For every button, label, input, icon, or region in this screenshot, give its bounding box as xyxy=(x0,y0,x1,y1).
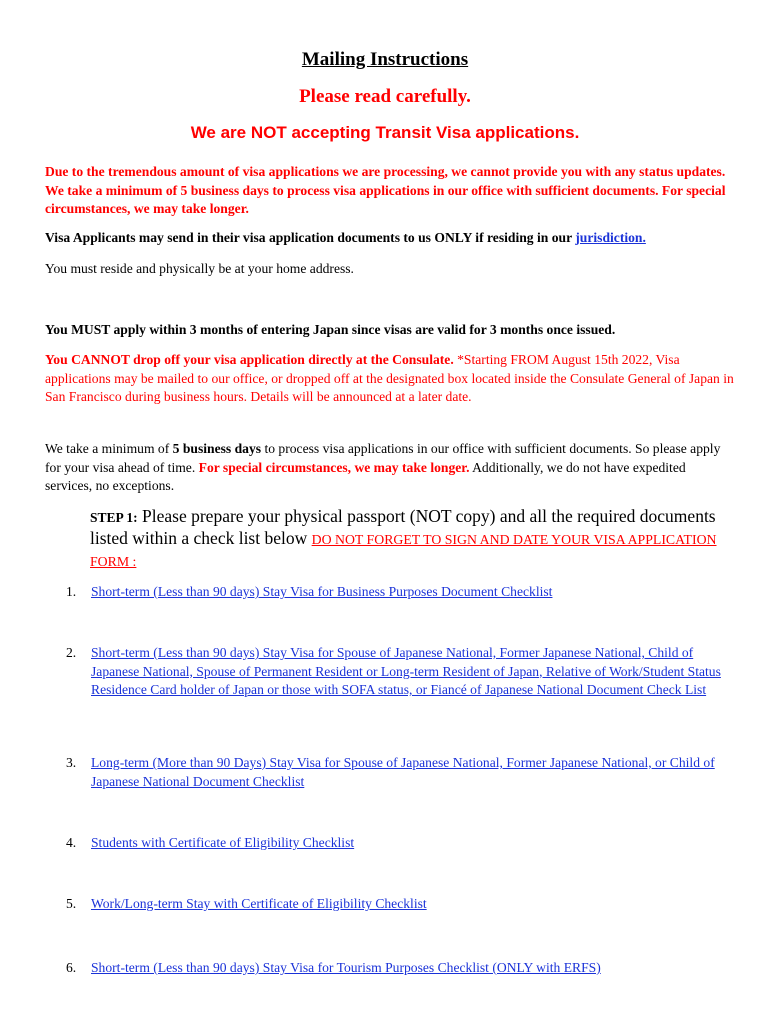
transit-visa-notice: We are NOT accepting Transit Visa applications. xyxy=(190,123,580,142)
checklist-link-students[interactable]: Students with Certificate of Eligibility Checklist xyxy=(91,835,355,850)
apply-within-paragraph: You MUST apply within 3 months of entering Japan since visas are valid for 3 months once issued. xyxy=(45,322,616,337)
checklist-item-6 xyxy=(66,959,730,978)
checklist-link-business[interactable]: Short-term (Less than 90 days) Stay Visa for Business Purposes Document Checklist xyxy=(91,584,553,599)
checklist-number: 6. xyxy=(66,960,77,975)
dropoff-bold-text: You CANNOT drop off your visa application directly at the Consulate. xyxy=(45,352,454,367)
processing-text-3: Additionally, we do not have expedited services, no exceptions. xyxy=(45,459,686,493)
dropoff-details-text: *Starting FROM August 15th 2022, Visa applications may be mailed to our office, or dropped off at the designated box located inside the Consulate General of Japan in San Francisco during business hours. Details will be announced at a later date. xyxy=(45,352,734,404)
checklist-link-spouse-short-term[interactable]: Short-term (Less than 90 days) Stay Visa for Spouse of Japanese National, Former Japanese National, Child of Japanese National, Spouse of Permanent Resident or Long-term Resident of Japan, Relative of Work/Student Status Residence Card holder of Japan or those with SOFA status, or Fiancé of Japanese National Document Check List xyxy=(91,645,721,697)
processing-paragraph xyxy=(45,440,735,496)
checklist-link-spouse-long-term[interactable]: Long-term (More than 90 Days) Stay Visa for Spouse of Japanese National, Former Japanese National, or Child of Japanese National Document Checklist xyxy=(91,755,715,789)
checklist-link-tourism[interactable]: Short-term (Less than 90 days) Stay Visa for Tourism Purposes Checklist (ONLY with ERFS) xyxy=(91,960,601,975)
checklist-item-5 xyxy=(66,895,730,914)
sign-date-warning: DO NOT FORGET TO SIGN AND DATE YOUR VISA APPLICATION FORM : xyxy=(90,532,717,569)
processing-text-2: to process visa applications in our office with sufficient documents. So please apply for your visa ahead of time. xyxy=(45,441,721,475)
status-updates-notice: Due to the tremendous amount of visa applications we are processing, we cannot provide you with any status updates. We take a minimum of 5 business days to process visa applications in our office with sufficient documents. For special circumstances, we may take longer. xyxy=(45,164,726,216)
checklist-item-1 xyxy=(66,583,730,602)
checklist-item-2 xyxy=(66,644,730,700)
processing-text-1: We take a minimum of xyxy=(45,441,173,456)
jurisdiction-text: Visa Applicants may send in their visa application documents to us ONLY if residing in our xyxy=(45,230,576,245)
step-1-label: STEP 1: xyxy=(90,510,138,525)
jurisdiction-paragraph xyxy=(45,229,735,248)
processing-special-text: For special circumstances, we may take longer. xyxy=(198,459,470,475)
checklist-number: 4. xyxy=(66,835,77,850)
checklist-number: 5. xyxy=(66,896,77,911)
checklist-item-4 xyxy=(66,834,730,853)
checklist-number: 2. xyxy=(66,645,77,660)
processing-days-text: 5 business days xyxy=(172,441,262,456)
jurisdiction-link[interactable]: jurisdiction. xyxy=(575,230,646,245)
step-1-instruction xyxy=(90,506,730,572)
step-1-text: Please prepare your physical passport (NOT copy) and all the required documents listed within a check list below xyxy=(90,506,716,548)
page-title: Mailing Instructions xyxy=(301,49,469,70)
checklist-number: 3. xyxy=(66,755,77,770)
read-carefully-heading: Please read carefully. xyxy=(299,86,471,107)
dropoff-paragraph xyxy=(45,351,735,407)
checklist-link-work[interactable]: Work/Long-term Stay with Certificate of Eligibility Checklist xyxy=(91,896,427,911)
checklist-item-3 xyxy=(66,754,730,791)
checklist-number: 1. xyxy=(66,584,77,599)
reside-paragraph: You must reside and physically be at your home address. xyxy=(45,261,354,276)
